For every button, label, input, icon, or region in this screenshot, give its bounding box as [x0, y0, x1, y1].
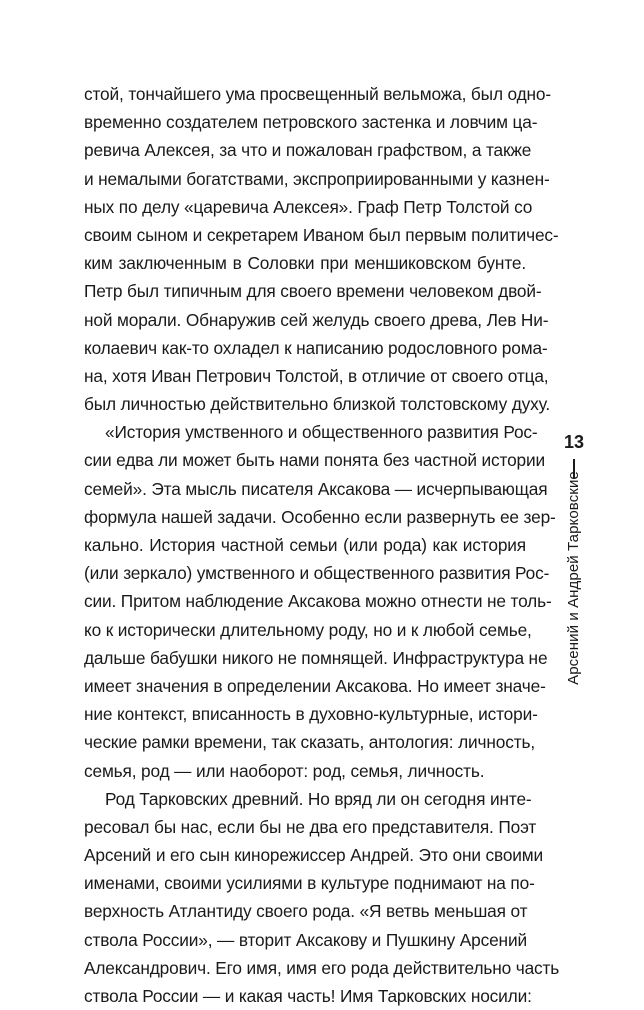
text-line: Петр был типичным для своего времени человеком двой-	[84, 281, 542, 302]
text-line: Арсений и его сын кинорежиссер Андрей. Это они своими	[84, 845, 544, 866]
text-line: стой, тончайшего ума просвещенный вельможа, был одно-	[84, 84, 551, 104]
text-line: ческие рамки времени, так сказать, антология: личность,	[84, 732, 535, 753]
text-line: ных по делу «царевича Алексея». Граф Петр Толстой со	[84, 196, 533, 217]
text-line: ствола России», — вторит Аксакову и Пушкину Арсений	[84, 929, 527, 950]
text-line: был личностью действительно близкой толстовскому духу.	[84, 394, 551, 415]
text-line: колаевич как-то охладел к написанию родословного рома-	[84, 337, 548, 358]
text-line: сии едва ли может быть нами понята без частной истории	[84, 450, 546, 471]
text-line: именами, своими усилиями в культуре поднимают на по-	[84, 873, 535, 894]
paragraph-tarkovsky	[84, 785, 560, 1010]
text-line: ствола России — и какая часть! Имя Тарковских носили:	[84, 986, 532, 1006]
text-line: формула нашей задачи. Особенно если развернуть ее зер-	[84, 506, 556, 527]
text-line: дальше бабушки никого не помнящей. Инфраструктура не	[84, 647, 548, 668]
body-text	[84, 80, 560, 1010]
running-head: Арсений и Андрей Тарковские	[565, 471, 582, 685]
text-line: семья, род — или наоборот: род, семья, личность.	[84, 760, 485, 781]
text-line: ревича Алексея, за что и пожалован графством, а также	[84, 140, 532, 161]
text-line: (или зеркало) умственного и общественного развития Рос-	[84, 563, 550, 584]
text-line: Александрович. Его имя, имя его рода действительно часть	[84, 957, 560, 978]
text-line: ние контекст, вписанность в духовно-культурные, истори-	[84, 704, 538, 725]
text-line: своим сыном и секретарем Иваном был первым политичес-	[84, 224, 559, 245]
text-line: ной морали. Обнаружив сей желудь своего древа, Лев Ни-	[84, 309, 549, 330]
text-line: ко к исторически длительному роду, но и к любой семье,	[84, 619, 532, 640]
text-line: на, хотя Иван Петрович Толстой, в отличие от своего отца,	[84, 365, 549, 386]
text-line: Род Тарковских древний. Но вряд ли он сегодня инте-	[105, 788, 532, 809]
text-line: ресовал бы нас, если бы не два его представителя. Поэт	[84, 816, 537, 837]
text-line: верхность Атлантиду своего рода. «Я ветвь меньшая от	[84, 901, 528, 922]
text-line: «История умственного и общественного развития Рос-	[105, 422, 538, 443]
paragraph-aksakov	[84, 418, 556, 784]
text-line: и немалыми богатствами, экспроприированными у казнен-	[84, 168, 550, 189]
text-line: кально. История частной семьи (или рода) как история	[84, 535, 526, 555]
text-line: ким заключенным в Соловки при меншиковском бунте.	[84, 253, 526, 274]
text-line: семей». Эта мысль писателя Аксакова — исчерпывающая	[84, 478, 548, 499]
page-number: 13	[563, 432, 585, 452]
text-line: имеет значения в определении Аксакова. Но имеет значе-	[84, 675, 546, 696]
text-line: временно создателем петровского застенка и ловчим ца-	[84, 112, 538, 133]
paragraph-tolstoy	[84, 80, 559, 418]
text-line: сии. Притом наблюдение Аксакова можно отнести не толь-	[84, 591, 552, 612]
